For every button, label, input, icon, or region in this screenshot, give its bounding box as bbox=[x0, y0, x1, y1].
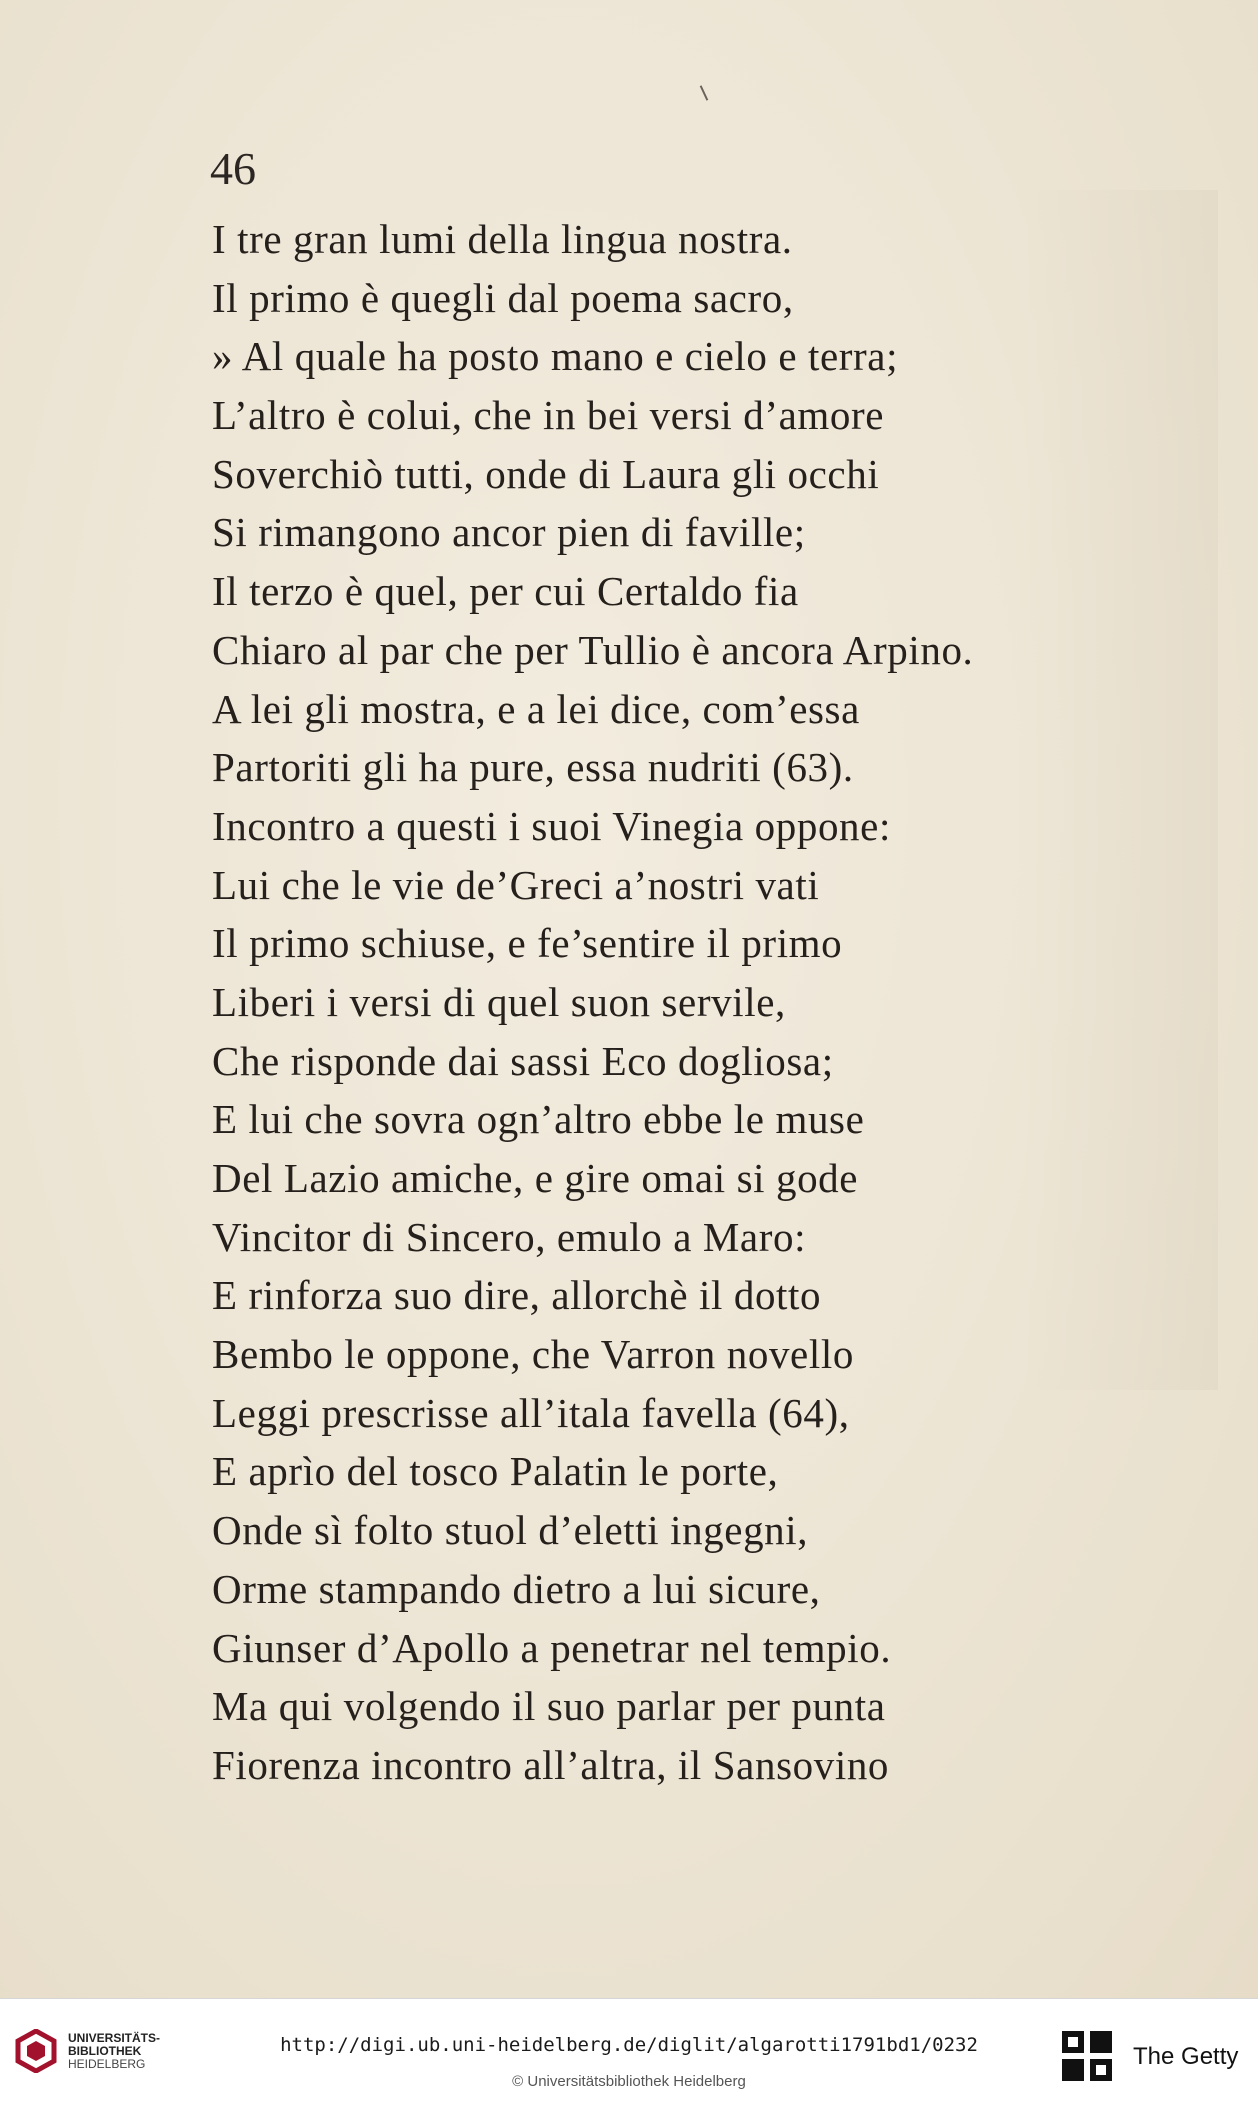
poem-line: Incontro a questi i suoi Vinegia oppone: bbox=[212, 802, 891, 849]
poem-line: » Al quale ha posto mano e cielo e terra; bbox=[212, 333, 899, 380]
getty-logo-icon bbox=[1060, 2029, 1114, 2083]
poem-line: Chiaro al par che per Tullio è ancora Arpino. bbox=[212, 626, 974, 673]
poem-line: Leggi prescrisse all’itala favella (64), bbox=[212, 1389, 850, 1436]
poem-line: Del Lazio amiche, e gire omai si gode bbox=[212, 1155, 859, 1201]
poem-line: Il terzo è quel, per cui Certaldo fia bbox=[212, 568, 799, 615]
poem-line: Si rimangono ancor pien di faville; bbox=[212, 509, 806, 556]
poem-line: Giunser d’Apollo a penetrar nel tempio. bbox=[212, 1624, 892, 1671]
poem-line: Onde sì folto stuol d’eletti ingegni, bbox=[212, 1507, 809, 1554]
poem-line: Orme stampando dietro a lui sicure, bbox=[212, 1565, 821, 1612]
poem-line: Bembo le oppone, che Varron novello bbox=[212, 1331, 854, 1378]
getty-label: The Getty bbox=[1133, 2043, 1239, 2070]
poem-text bbox=[212, 210, 1132, 1795]
poem-line: A lei gli mostra, e a lei dice, com’essa bbox=[212, 685, 860, 732]
stray-ink-mark bbox=[700, 85, 709, 100]
poem-line: Soverchiò tutti, onde di Laura gli occhi bbox=[212, 450, 880, 497]
poem-line: I tre gran lumi della lingua nostra. bbox=[212, 216, 793, 262]
permalink-url[interactable]: http://digi.ub.uni-heidelberg.de/diglit/algarotti1791bd1/0232 bbox=[280, 2034, 978, 2056]
viewer-footer bbox=[0, 1998, 1258, 2104]
poem-line: Fiorenza incontro all’altra, il Sansovino bbox=[212, 1741, 890, 1788]
poem-line: Partoriti gli ha pure, essa nudriti (63). bbox=[212, 744, 854, 791]
ub-name-line: BIBLIOTHEK bbox=[68, 2044, 142, 2058]
ub-name-line: UNIVERSITÄTS- bbox=[68, 2031, 161, 2045]
ub-name-line: HEIDELBERG bbox=[68, 2057, 146, 2071]
poem-line: Ma qui volgendo il suo parlar per punta bbox=[212, 1683, 886, 1730]
poem-line: Liberi i versi di quel suon servile, bbox=[212, 978, 786, 1025]
poem-line: Il primo è quegli dal poema sacro, bbox=[212, 274, 794, 321]
poem-line: E aprìo del tosco Palatin le porte, bbox=[212, 1448, 779, 1495]
page-number: 46 bbox=[210, 143, 256, 194]
poem-line: Vincitor di Sincero, emulo a Maro: bbox=[212, 1213, 807, 1260]
poem-line: E lui che sovra ogn’altro ebbe le muse bbox=[212, 1096, 865, 1143]
copyright-notice: © Universitätsbibliothek Heidelberg bbox=[512, 2073, 746, 2090]
poem-line: Lui che le vie de’Greci a’nostri vati bbox=[212, 861, 820, 908]
poem-line: Che risponde dai sassi Eco dogliosa; bbox=[212, 1037, 834, 1084]
poem-line: L’altro è colui, che in bei versi d’amore bbox=[212, 392, 885, 439]
poem-line: Il primo schiuse, e fe’sentire il primo bbox=[212, 920, 843, 967]
poem-line: E rinforza suo dire, allorchè il dotto bbox=[212, 1272, 822, 1319]
